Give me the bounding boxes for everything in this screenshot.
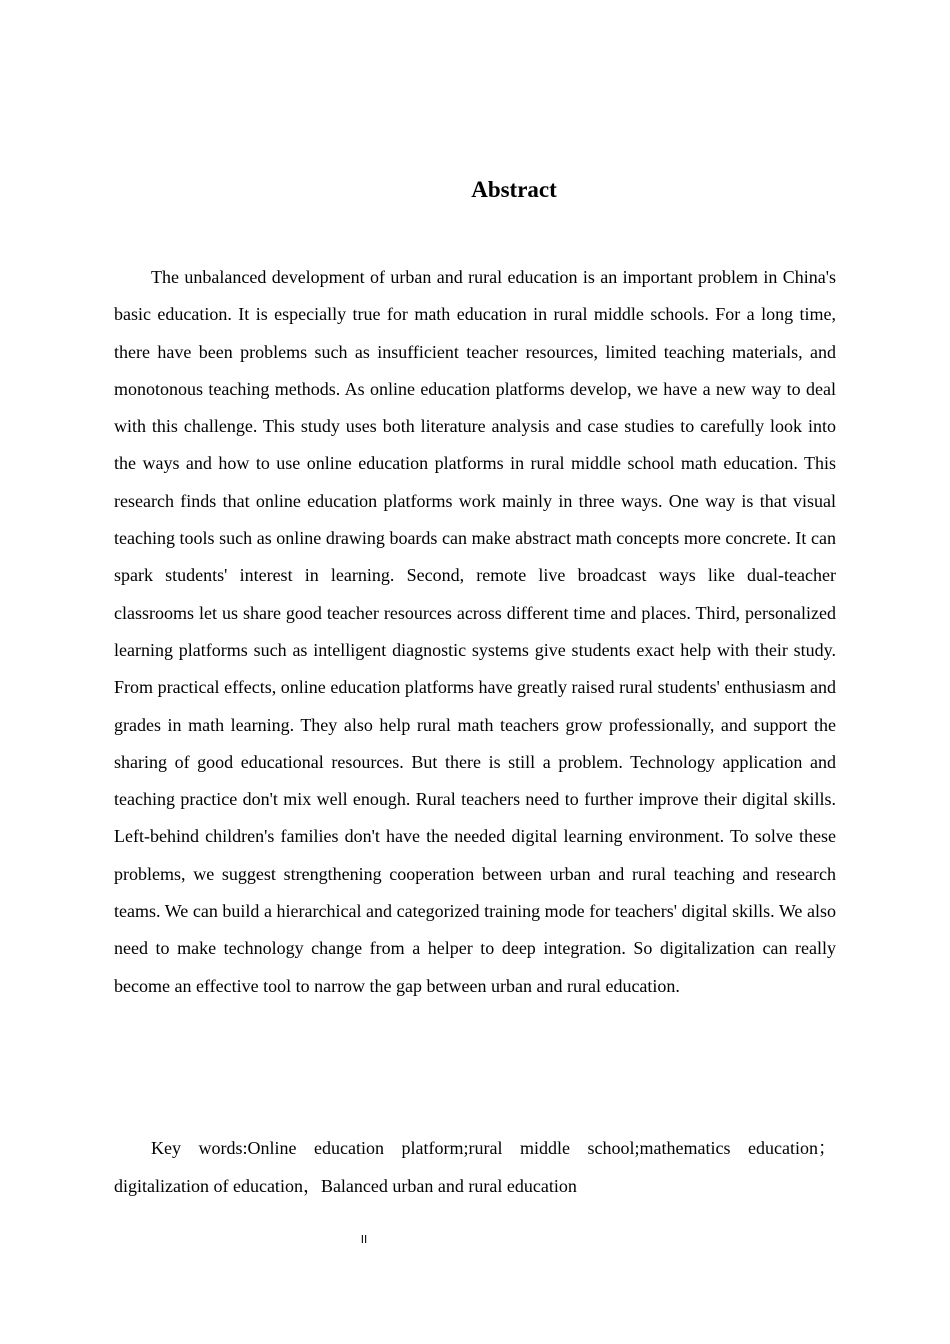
abstract-body: The unbalanced development of urban and rural education is an important problem in China's basic education. It is especially true for math education in rural middle schools. For a long time, there have been problems such as insufficient teacher resources, limited teaching materials, and monotonous teaching methods. As online education platforms develop, we have a new way to deal with this challenge. This study uses both literature analysis and case studies to carefully look into the ways and how to use online education platforms in rural middle school math education. This research finds that online education platforms work mainly in three ways. One way is that visual teaching tools such as online drawing boards can make abstract math concepts more concrete. It can spark students' interest in learning. Second, remote live broadcast ways like dual-teacher classrooms let us share good teacher resources across different time and places. Third, personalized learning platforms such as intelligent diagnostic systems give students exact help with their study. From practical effects, online education platforms have greatly raised rural students' enthusiasm and grades in math learning. They also help rural math teachers grow professionally, and support the sharing of good educational resources. But there is still a problem. Technology application and teaching practice don't mix well enough. Rural teachers need to further improve their digital skills. Left-behind children's families don't have the needed digital learning environment. To solve these problems, we suggest strengthening cooperation between urban and rural teaching and research teams. We can build a hierarchical and categorized training mode for teachers' digital skills. We also need to make technology change from a helper to deep integration. So digitalization can really become an effective tool to narrow the gap between urban and rural education. [114,267,836,996]
abstract-title: Abstract [471,177,557,202]
page-number: II [360,1233,368,1246]
keywords-paragraph: Key words:Online education platform;rural middle school;mathematics education；digitalization of education，Balanced urban and rural education [114,1138,836,1196]
